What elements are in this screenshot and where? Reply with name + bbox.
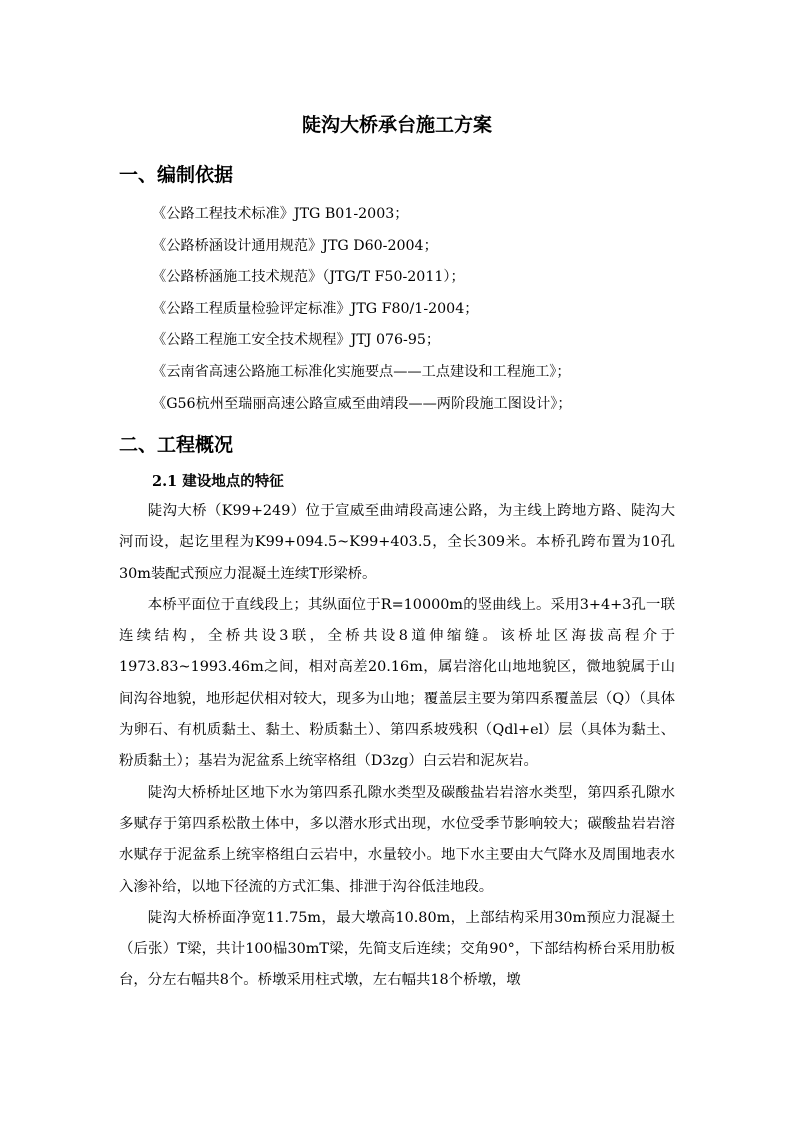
reference-item: 《公路工程技术标准》JTG B01-2003； bbox=[152, 206, 409, 222]
reference-item: 《公路桥涵施工技术规范》（JTG/T F50-2011）； bbox=[152, 269, 465, 286]
section-heading-basis: 一、编制依据 bbox=[119, 164, 234, 186]
overview-body bbox=[119, 496, 675, 997]
reference-item: 《云南省高速公路施工标准化实施要点——工点建设和工程施工》； bbox=[152, 363, 571, 380]
paragraph: 陡沟大桥（K99+249）位于宣威至曲靖段高速公路，为主线上跨地方路、陡沟大河而设，起讫里程为K99+094.5~K99+403.5，全长309米。本桥孔跨布置为10孔30m装配式预应力混凝土连续T形梁桥。 bbox=[119, 503, 675, 582]
reference-item: 《G56杭州至瑞丽高速公路宣威至曲靖段——两阶段施工图设计》； bbox=[152, 395, 572, 412]
paragraph: 陡沟大桥桥址区地下水为第四系孔隙水类型及碳酸盐岩岩溶水类型，第四系孔隙水多赋存于第四系松散土体中，多以潜水形式出现，水位受季节影响较大；碳酸盐岩岩溶水赋存于泥盆系上统宰格组白云岩中，水量较小。地下水主要由大气降水及周围地表水入渗补给，以地下径流的方式汇集、排泄于沟谷低洼地段。 bbox=[119, 784, 675, 895]
reference-list bbox=[152, 202, 572, 423]
reference-item: 《公路工程质量检验评定标准》JTG F80/1-2004； bbox=[152, 300, 479, 317]
paragraph: 陡沟大桥桥面净宽11.75m，最大墩高10.80m，上部结构采用30m预应力混凝土（后张）T梁，共计100榀30mT梁，先简支后连续；交角90°，下部结构桥台采用肋板台，分左右幅共8个。桥墩采用柱式墩，左右幅共18个桥墩，墩 bbox=[119, 909, 675, 989]
subsection-heading: 2.1 建设地点的特征 bbox=[152, 473, 284, 490]
reference-item: 《公路工程施工安全技术规程》JTJ 076-95； bbox=[152, 332, 441, 349]
section-heading-overview: 二、工程概况 bbox=[119, 434, 234, 456]
document-title: 陡沟大桥承台施工方案 bbox=[301, 114, 492, 136]
paragraph: 本桥平面位于直线段上；其纵面位于R=10000m的竖曲线上。采用3+4+3孔一联连续结构，全桥共设3联，全桥共设8道伸缩缝。该桥址区海拔高程介于1973.83~1993.46m之间，相对高差20.16m，属岩溶化山地地貌区，微地貌属于山间沟谷地貌，地形起伏相对较大，现多为山地；覆盖层主要为第四系覆盖层（Q）（具体为卵石、有机质黏土、黏土、粉质黏土）、第四系坡残积（Qdl+el）层（具体为黏土、粉质黏土）；基岩为泥盆系上统宰格组（D3zg）白云岩和泥灰岩。 bbox=[119, 596, 675, 770]
reference-item: 《公路桥涵设计通用规范》JTG D60-2004； bbox=[152, 237, 438, 254]
